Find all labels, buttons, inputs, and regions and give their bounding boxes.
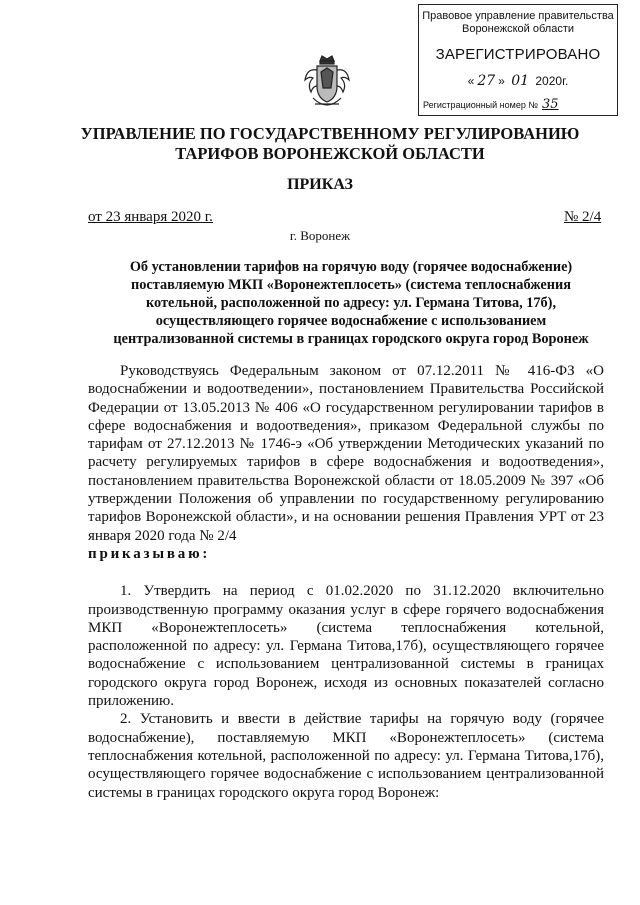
subject-line1: Об установлении тарифов на горячую воду (горячее водоснабжение): [129, 259, 573, 275]
stamp-reg-number-value: 35: [542, 97, 559, 112]
stamp-authority-line1: Правовое управление правительства: [422, 10, 614, 22]
stamp-date-open-quote: «: [467, 74, 475, 88]
stamp-date-close-quote: »: [498, 74, 505, 88]
stamp-reg-number: [423, 97, 613, 112]
coat-of-arms-icon: [303, 54, 351, 112]
order-keyword: приказываю:: [88, 545, 211, 562]
item-1-paragraph: 1. Утвердить на период с 01.02.2020 по 31.12.2020 включительно производственную программу оказания услуг в сфере горячего водоснабжения МКП «Воронежтеплосеть» (система теплоснабжения котельной, расположенной по адресу: ул. Германа Титова,17б), осуществляющего горячее водоснабжение с использованием централизованной системы в границах городского округа город Воронеж, исходя из основных показателей согласно приложению.: [88, 583, 604, 710]
preamble-paragraph: [88, 362, 604, 545]
order-date: от 23 января 2020 г.: [88, 209, 213, 225]
organization-name-line1: УПРАВЛЕНИЕ ПО ГОСУДАРСТВЕННОМУ РЕГУЛИРОВАНИЮ: [80, 124, 580, 143]
stamp-reg-number-label: Регистрационный номер №: [423, 100, 539, 110]
subject-line5: централизованной системы в границах городского округа город Воронеж: [113, 331, 589, 347]
order-number: № 2/4: [564, 209, 602, 225]
order-subject: [94, 258, 608, 348]
document-type: ПРИКАЗ: [287, 176, 353, 193]
order-body: [88, 362, 604, 802]
preamble-text: Руководствуясь Федеральным законом от 07.12.2011 № 416-ФЗ «О водоснабжении и водоотведении», постановлением Правительства Российской Федерации от 13.05.2013 № 406 «О государственном регулировании тарифов в сфере водоснабжения и водоотведения», приказом Федеральной службы по тарифам от 27.12.2013 № 1746-э «Об утверждении Методических указаний по расчету регулируемых тарифов в сфере водоснабжения и водоотведения», постановлением правительства Воронежской области от 18.05.2009 № 397 «Об утверждении Положения об управлении по государственному регулированию тарифов Воронежской области», и на основании решения Правления УРТ от 23 января 2020 года № 2/4: [88, 363, 604, 544]
stamp-date: [419, 73, 617, 89]
stamp-date-day: 27: [477, 73, 496, 89]
subject-line2: поставляемую МКП «Воронежтеплосеть» (система теплоснабжения: [131, 277, 571, 293]
stamp-date-year: 2020г.: [535, 74, 569, 88]
organization-name: [80, 124, 580, 164]
stamp-date-month: 01: [511, 73, 530, 89]
registration-stamp: [418, 4, 618, 116]
stamp-authority-line2: Воронежской области: [461, 23, 574, 35]
subject-line3: котельной, расположенной по адресу: ул. Германа Титова, 17б),: [145, 295, 557, 311]
stamp-registered-label: ЗАРЕГИСТРИРОВАНО: [435, 46, 601, 63]
organization-name-line2: ТАРИФОВ ВОРОНЕЖСКОЙ ОБЛАСТИ: [175, 144, 485, 163]
order-city: г. Воронеж: [289, 228, 351, 243]
item-2-paragraph: 2. Установить и ввести в действие тарифы на горячую воду (горячее водоснабжение), поставляемую МКП «Воронежтеплосеть» (система теплоснабжения котельной, расположенной по адресу: ул. Германа Титова,17б), осуществляющего горячее водоснабжение с использованием централизованной системы в границах городского округа город Воронеж:: [88, 711, 604, 801]
subject-line4: осуществляющего горячее водоснабжение с использованием: [155, 313, 547, 329]
